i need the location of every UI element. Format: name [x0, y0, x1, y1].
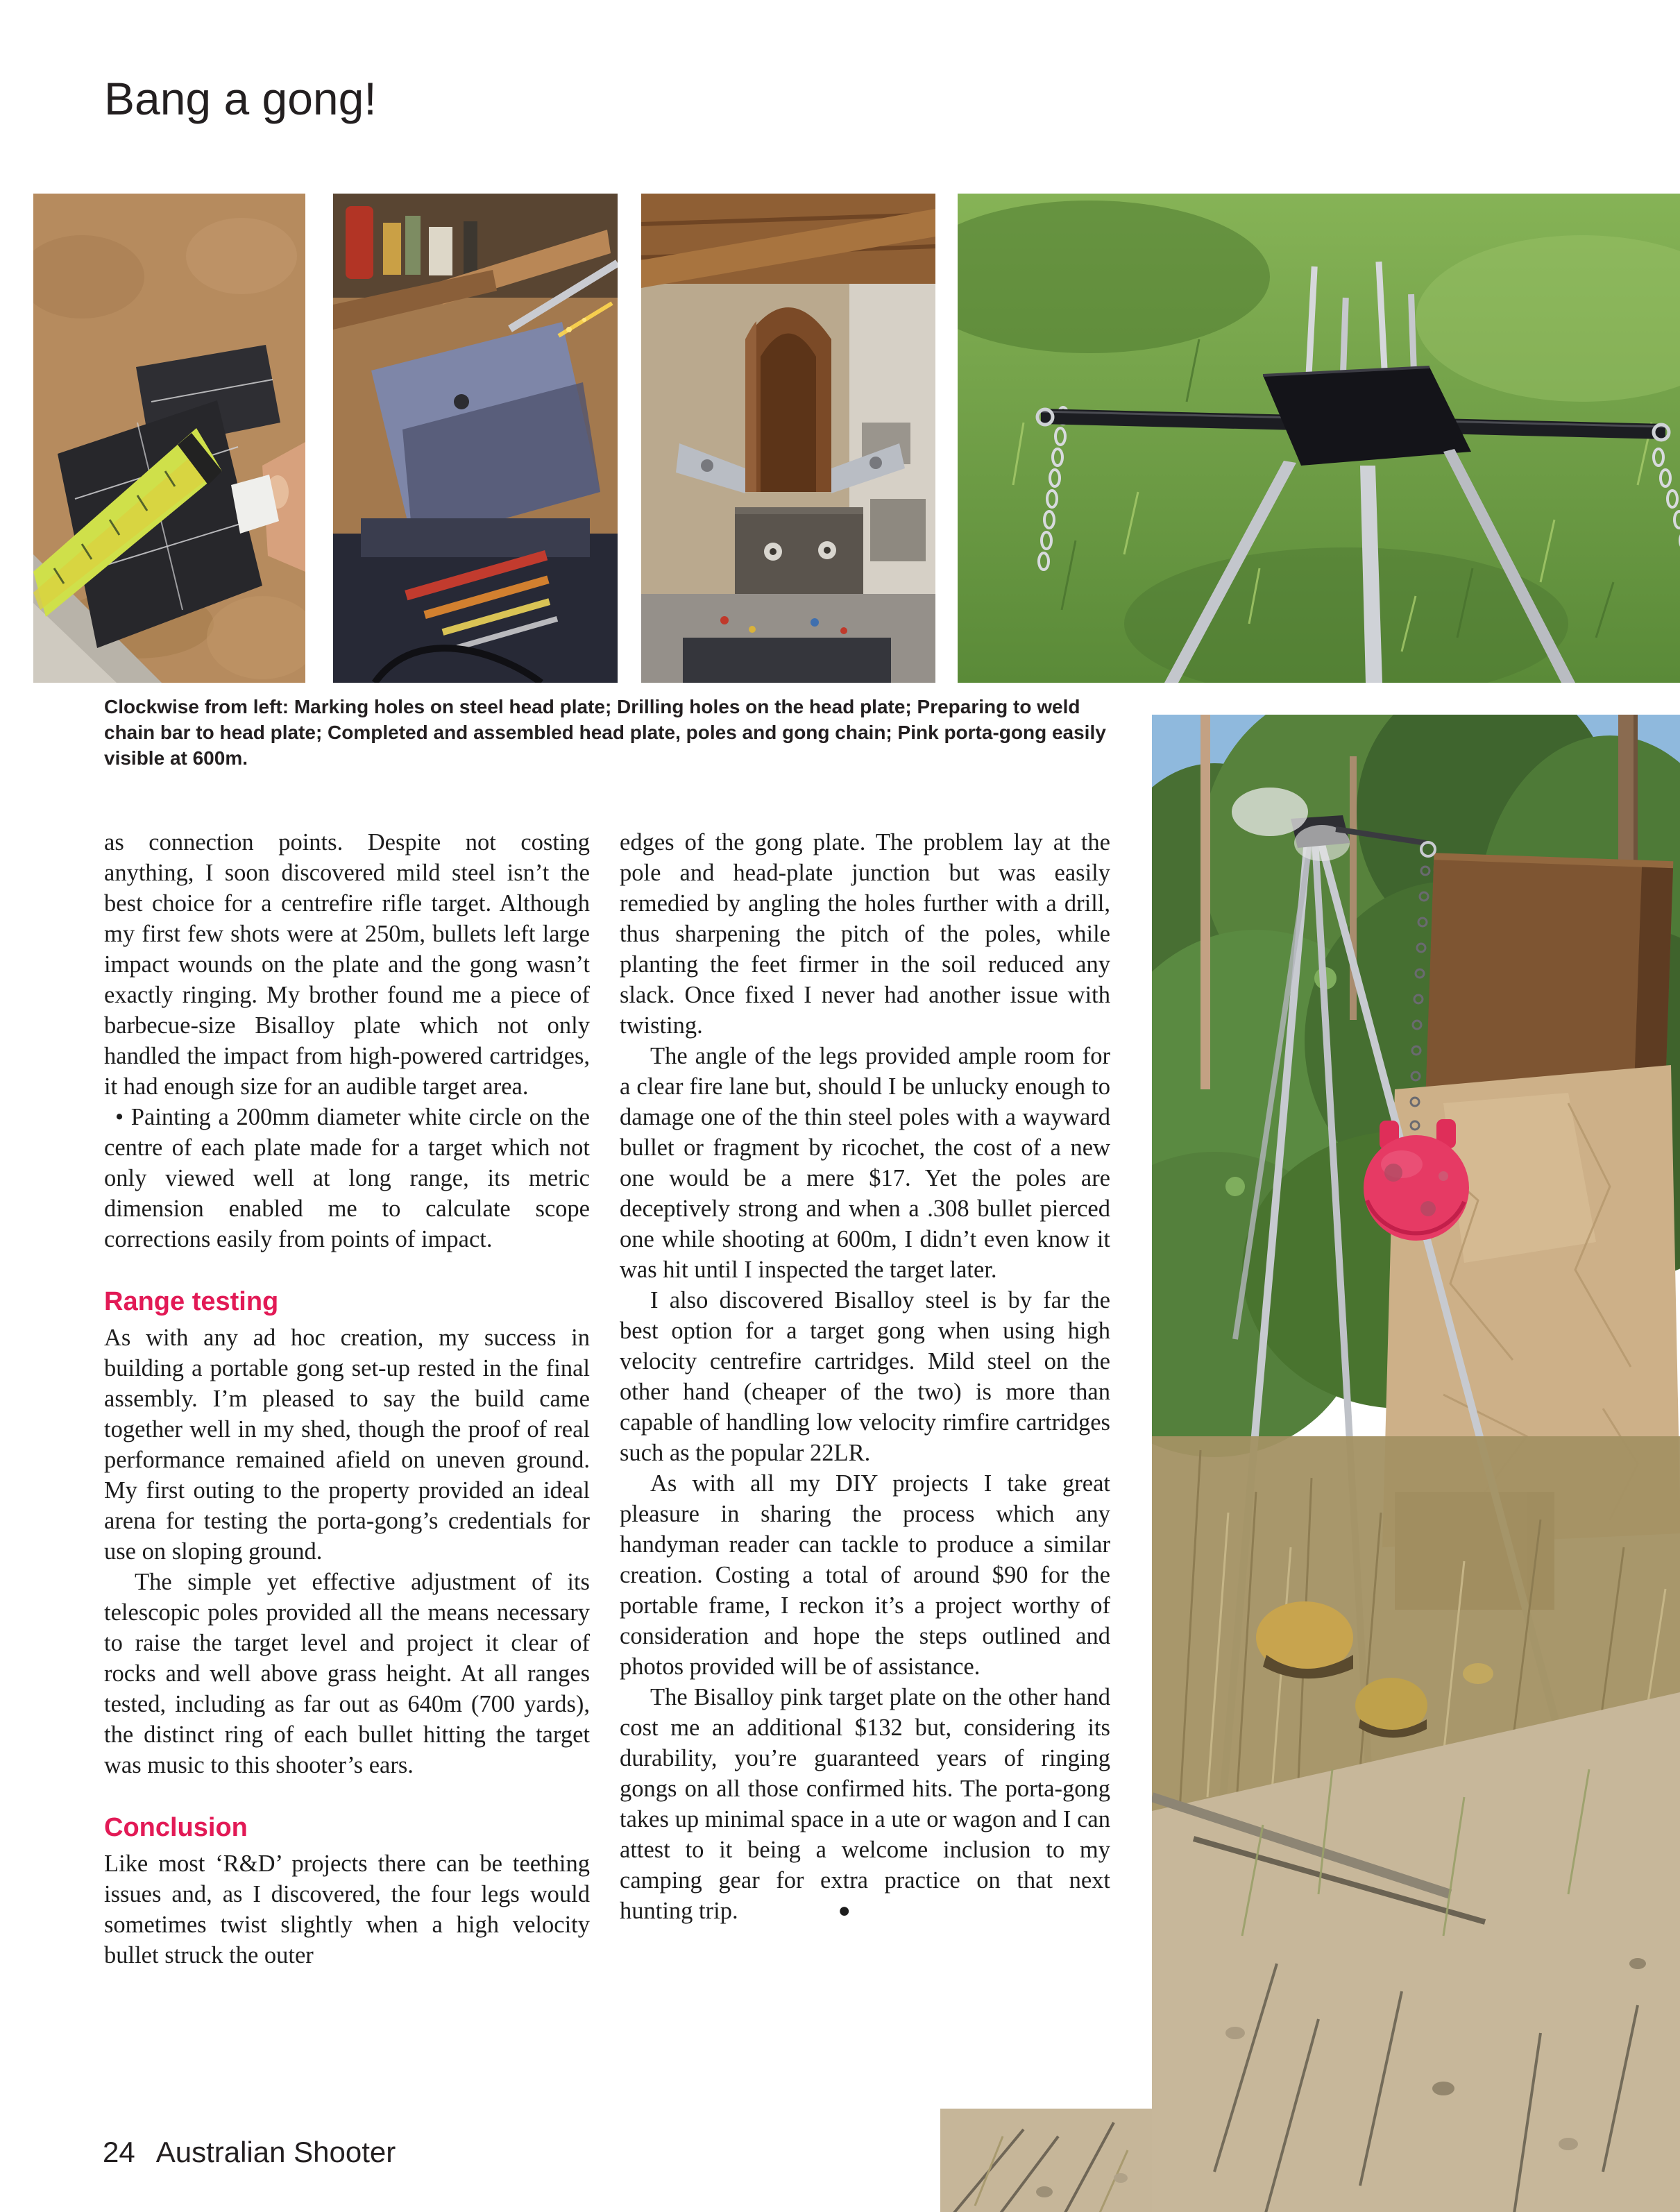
section-heading-conclusion: Conclusion [104, 1813, 248, 1842]
article-paragraph: The angle of the legs provided ample room for a clear fire lane but, should I be unlucky enough to damage one of the thin steel poles with a wayward bullet or fragment by ricochet, the cost of a new one would be a mere $17. Yet the poles are deceptively strong and when a .308 bullet pierced one while shooting at 600m, I didn’t even know it was hit until I inspected the target later. [620, 1043, 1110, 1283]
article-paragraph: As with any ad hoc creation, my success in building a portable gong set-up rested in the final assembly. I’m pleased to say the build came together well in my shed, though the proof of real performance remained afield on uneven ground. My first outing to the property provided an ideal arena for testing the porta-gong’s credentials for use on sloping ground. [104, 1325, 590, 1565]
page-title: Bang a gong! [104, 73, 377, 124]
photo-weld-prep [641, 194, 935, 683]
article-column-1 [104, 827, 590, 1971]
photo-marking-holes [33, 194, 305, 683]
photo-assembled-head [958, 194, 1680, 683]
article-paragraph: The simple yet effective adjustment of its telescopic poles provided all the means necessary to raise the target level and project it clear of rocks and well above grass height. At all ranges tested, including as far out as 640m (700 yards), the distinct ring of each bullet hitting the target was music to this shooter’s ears. [104, 1569, 590, 1778]
chain-bar-plate [735, 514, 863, 594]
photo-extension-art [940, 2109, 1152, 2212]
bullet-mark [1439, 1171, 1448, 1181]
article-paragraph: I also discovered Bisalloy steel is by far the best option for a target gong when using high velocity centrefire cartridges. Mild steel on the other hand (cheaper of the two) is more than capable of handling low velocity rimfire cartridges such as the popular 22LR. [620, 1287, 1110, 1466]
photo-porta-gong-extension [940, 2109, 1152, 2212]
bullet-mark [1420, 1201, 1436, 1216]
pink-gong-disc [1364, 1135, 1469, 1241]
photo-weld-prep-art [641, 194, 935, 683]
dust-puff [1232, 788, 1308, 836]
page-number: 24 [103, 2136, 135, 2168]
article-paragraph: Like most ‘R&D’ projects there can be teething issues and, as I discovered, the four legs would sometimes twist slightly when a high velocity bullet struck the outer [104, 1851, 590, 1968]
article-paragraph [620, 1682, 1110, 1928]
bullet-mark [1384, 1164, 1402, 1182]
magazine-name: Australian Shooter [155, 2136, 396, 2168]
page-footer [103, 2136, 396, 2169]
photo-caption: Clockwise from left: Marking holes on steel head plate; Drilling holes on the head plate; Preparing to weld chain bar to head plate; Completed and assembled head plate, poles and gong chain; Pink porta-gong easily visible at 600m. [104, 696, 1106, 769]
article-paragraph: as connection points. Despite not costing anything, I soon discovered mild steel isn’t the best choice for a centrefire rifle target. Although my first few shots were at 250m, bullets left large impact wounds on the plate and the gong wasn’t exactly ringing. My brother found me a piece of barbecue-size Bisalloy plate which not only handled the impact from high-powered cartridges, it had enough size for an audible target area. [104, 829, 590, 1100]
photo-marking-holes-art [33, 194, 305, 683]
section-heading-range-testing: Range testing [104, 1287, 279, 1316]
article-paragraph: edges of the gong plate. The problem lay at the pole and head-plate junction but was easily remedied by angling the holes further with a drill, thus sharpening the pitch of the poles, while planting the feet firmer in the soil reduced any slack. Once fixed I never had another issue with twisting. [620, 829, 1110, 1039]
tree-trunk [1200, 715, 1210, 1089]
photo-drilling-holes-art [333, 194, 618, 683]
drilled-hole [454, 394, 469, 409]
article-paragraph: As with all my DIY projects I take great pleasure in sharing the process which any handyman reader can tackle to produce a similar creation. Costing a total of around $90 for the portable frame, I reckon it’s a project worthy of consideration and hope the steps outlined and photos provided will be of assistance. [620, 1470, 1110, 1680]
article-bullet-item: • Painting a 200mm diameter white circle on the centre of each plate made for a target which not only viewed well at long range, its metric dimension enabled me to calculate scope corrections easily from points of impact. [104, 1104, 590, 1252]
article-column-2 [620, 827, 1110, 1928]
fire-extinguisher [346, 206, 373, 279]
photo-assembled-head-art [958, 194, 1680, 683]
photo-drilling-holes [333, 194, 618, 683]
photo-porta-gong-art [1152, 715, 1680, 2212]
end-mark: ● [838, 1899, 851, 1922]
paragraph-text: The Bisalloy pink target plate on the other hand cost me an additional $132 but, considering its durability, you’re guaranteed years of ringing gongs on all those confirmed hits. The porta-gong takes up minimal space in a ute or wagon and I can attest to it being a welcome inclusion to my camping gear for extra practice on that next hunting trip. [620, 1684, 1110, 1924]
photo-porta-gong-600m [1152, 715, 1680, 2212]
